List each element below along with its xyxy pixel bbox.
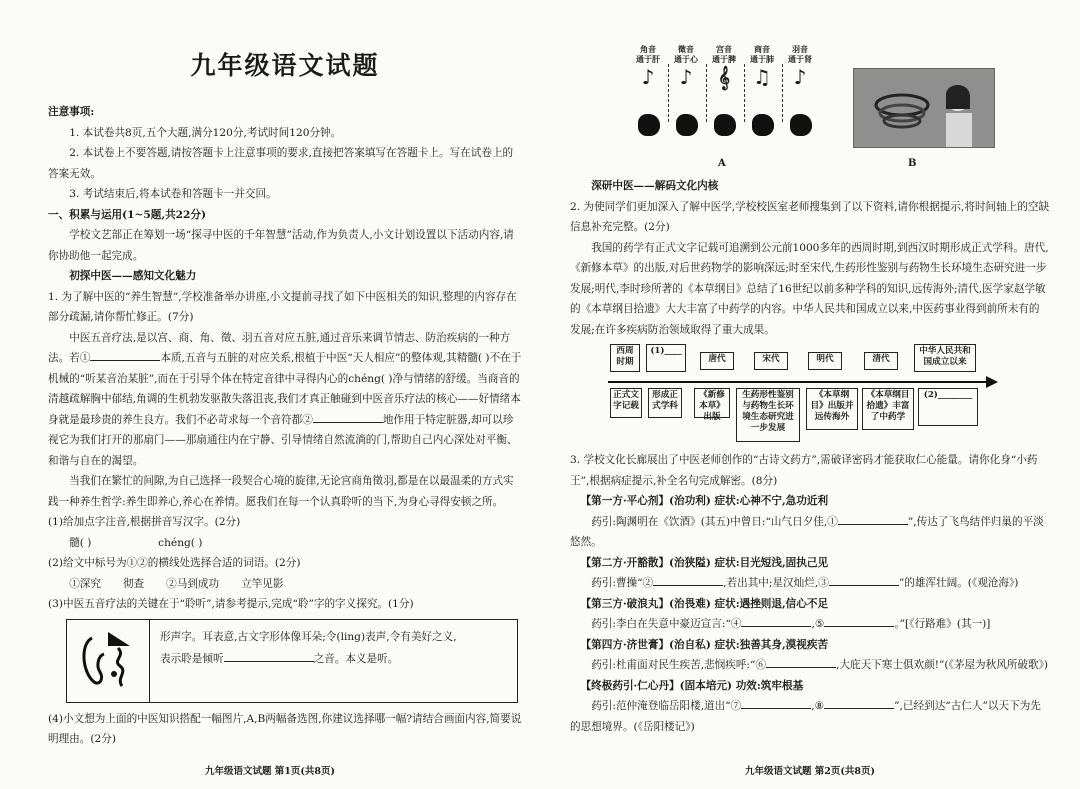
question-1-1: (1)给加点字注音,根据拼音写汉字。(2分) bbox=[48, 516, 241, 528]
prescription-5-heading: 【终极药引·仁心丹】(固本培元) 功效:筑牢根基 bbox=[580, 679, 804, 692]
blank-2 bbox=[313, 410, 383, 423]
figure-a-five-tones bbox=[630, 44, 820, 144]
timeline-top-4: 宋代 bbox=[754, 352, 788, 370]
pharmacy-history-paragraph: 我国的药学有正式文字记载可追溯到公元前1000多年的西周时期,到西汉时期形成正式学科。唐代,《新修本草》的出版,对后世药物学的影响深远;时至宋代,生药形性鉴别与药物生长环境生态研究进一步发展;明代,李时珍所著的《本草纲目》总结了16世纪以前多种学科的知识,远传海外;清代,医学家赵学敏的《本草纲目拾遗》大大丰富了中药学的内容。中华人民共和国成立以来,中医药事业得到前所未有的发展;在许多疾病防治领域取得了重大成果。 bbox=[570, 241, 1049, 336]
question-1: 1. 为了解中医的“养生智慧”,学校准备举办讲座,小文提前寻找了如下中医相关的知识,整理的内容存在部分疏漏,请你帮忙修正。(7分) bbox=[48, 290, 517, 323]
timeline-top-5: 明代 bbox=[808, 352, 842, 370]
right-footer: 九年级语文试题 第2页(共8页) bbox=[744, 766, 876, 777]
blank-rx-3 bbox=[829, 573, 899, 586]
kidney-icon bbox=[790, 114, 812, 136]
blank-rx-4 bbox=[741, 614, 811, 627]
prescription-3-text: 药引:李白在失意中豪迈宣言:“④ ,⑤ 。”[《行路难》(其一)] bbox=[570, 614, 1050, 635]
tone-column-yu: 羽音 通于肾 ♪ bbox=[782, 44, 818, 64]
tone-column-zhi: 徵音 通于心 ♪ bbox=[668, 44, 704, 64]
timeline-top-2: (1)____ bbox=[646, 344, 686, 372]
prescription-4-text: 药引:杜甫面对民生疾苦,悲悯疾呼:“⑥ ,大庇天下寒士俱欢颜!”(《茅屋为秋风所破歌》) bbox=[570, 655, 1050, 676]
figure-a-label: A bbox=[718, 158, 726, 169]
blank-rx-1 bbox=[838, 512, 908, 525]
passage-paragraph-2: 当我们在繁忙的间隙,为自己选择一段契合心境的旋律,无论宫商角徵羽,都是在以最温柔的方式实践一种养生哲学:养生即养心,养心在养情。愿我们在每一个认真聆听的当下,为身心寻得安顿之所。 bbox=[48, 475, 514, 508]
note-2: 2. 本试卷上不要答题,请按答题卡上注意事项的要求,直接把答案填写在答题卡上。写在试卷上的答案无效。 bbox=[48, 147, 514, 180]
prescription-1-text: 药引:陶渊明在《饮酒》(其五)中曾日:“山气日夕佳,① ”,传达了飞鸟结伴归巢的平淡悠然。 bbox=[570, 512, 1050, 553]
exam-title: 九年级语文试题 bbox=[190, 51, 380, 80]
box-line-1: 形声字。耳表意,古文字形体像耳朵;令(ling)表声,令有美好之义, bbox=[160, 630, 457, 643]
prescription-3-heading: 【第三方·破浪丸】(治畏难) 症状:遇挫则退,信心不足 bbox=[580, 597, 829, 610]
question-2: 2. 为使同学们更加深入了解中医学,学校校医室老师搜集到了以下资料,请你根据提示,将时间轴上的空缺信息补充完整。(2分) bbox=[570, 200, 1050, 233]
question-1-3: (3)中医五音疗法的关键在于“聆听”,请参考提示,完成“聆”字的字义探究。(1分) bbox=[48, 598, 414, 610]
pinyin-item-cheng: chéng( ) bbox=[158, 536, 203, 549]
notes-heading: 注意事项: bbox=[48, 106, 95, 118]
note-3: 3. 考试结束后,将本试卷和答题卡一并交回。 bbox=[69, 188, 277, 200]
spleen-icon bbox=[714, 114, 736, 136]
timeline-top-3: 唐代 bbox=[700, 352, 734, 370]
prescription-1-heading: 【第一方·平心剂】(治功利) 症状:心神不宁,急功近利 bbox=[580, 495, 829, 507]
blank-1 bbox=[90, 348, 160, 361]
prescription-2-text: 药引:曹操“② ,若出其中;星汉灿烂,③ ”的雄浑壮阔。(《观沧海》) bbox=[570, 573, 1050, 594]
blank-rx-6 bbox=[766, 655, 836, 668]
timeline-top-7: 中华人民共和国成立以来 bbox=[914, 344, 976, 372]
left-footer: 九年级语文试题 第1页(共8页) bbox=[204, 766, 336, 777]
timeline-bottom-4: 生药形性鉴别与药物生长环境生态研究进一步发展 bbox=[736, 388, 800, 442]
subsection-1-heading: 初探中医——感知文化魅力 bbox=[69, 270, 197, 282]
timeline-bottom-7: (2)________ bbox=[918, 388, 978, 426]
blank-rx-8 bbox=[824, 696, 894, 709]
ling-character-box bbox=[66, 619, 518, 703]
pinyin-item-sui: 髓( ) bbox=[69, 536, 92, 549]
lung-icon bbox=[752, 114, 774, 136]
section-1-heading: 一、积累与运用(1~5题,共22分) bbox=[48, 208, 207, 221]
prescription-4-heading: 【第四方·济世膏】(治自私) 症状:独善其身,漠视疾苦 bbox=[580, 638, 829, 651]
blank-rx-5 bbox=[824, 614, 894, 627]
timeline-bottom-5: 《本草纲目》出版并远传海外 bbox=[806, 388, 858, 430]
history-timeline bbox=[608, 344, 1008, 444]
box-line-2: 表示聆是倾听 之音。本义是听。 bbox=[160, 648, 507, 670]
figure-b-image bbox=[853, 68, 995, 148]
liver-icon bbox=[638, 114, 660, 136]
ancient-ling-glyph-icon bbox=[67, 620, 150, 702]
timeline-arrow-icon bbox=[986, 376, 998, 388]
option-2: 彻查 bbox=[122, 577, 145, 590]
pinyin-row bbox=[48, 533, 522, 554]
timeline-bottom-2: 形成正式学科 bbox=[648, 388, 682, 418]
question-1-2: (2)给文中标号为①②的横线处选择合适的词语。(2分) bbox=[48, 557, 301, 569]
subsection-2-heading: 深研中医——解码文化内核 bbox=[591, 180, 719, 192]
question-1-4: (4)小文想为上面的中医知识搭配一幅图片,A,B两幅备选图,你建议选择哪一幅?请结合画面内容,简要说明理由。(2分) bbox=[48, 712, 522, 745]
option-4: 立竿见影 bbox=[241, 577, 284, 590]
word-options bbox=[48, 574, 522, 595]
activity-intro: 学校文艺部正在筹划一场“探寻中医的千年智慧”活动,作为负责人,小文计划设置以下活动内容,请你协助他一起完成。 bbox=[48, 229, 514, 262]
timeline-bottom-3: 《新修本草》出版 bbox=[694, 388, 730, 418]
option-3: ②马到成功 bbox=[166, 577, 220, 590]
timeline-top-1: 西周时期 bbox=[610, 344, 640, 372]
blank-rx-2 bbox=[653, 573, 723, 586]
note-1: 1. 本试卷共8页,五个大题,满分120分,考试时间120分钟。 bbox=[69, 126, 342, 139]
prescription-2-heading: 【第二方·开豁散】(治狭隘) 症状:目光短浅,固执己见 bbox=[580, 556, 829, 569]
question-3: 3. 学校文化长廊展出了中医老师创作的“古诗文药方”,需破译密码才能获取仁心能量。请你化身“小药王”,根据病症提示,补全名句完成解密。(8分) bbox=[570, 454, 1038, 487]
tone-column-jiao: 角音 通于肝 ♪ bbox=[630, 44, 666, 64]
right-page bbox=[540, 0, 1080, 789]
timeline-bottom-1: 正式文字记载 bbox=[610, 388, 642, 418]
heart-icon bbox=[676, 114, 698, 136]
blank-rx-7 bbox=[741, 696, 811, 709]
timeline-top-6: 清代 bbox=[864, 352, 898, 370]
passage-paragraph-1: 中医五音疗法,是以宫、商、角、徵、羽五音对应五脏,通过音乐来调节情志、防治疾病的一种方法。若① 本质,五音与五脏的对应关系,根植于中医“天人相应”的整体观,其精髓( )不在于机械的“听某音治某脏”,而在于引导个体在特定音律中寻得内心的chéng( )净与情绪的舒缓。当商音的清越疏解胸中郁结,角调的生机勃发驱散失落沮丧,我们才真正触碰到中医音乐疗法的核心——好情绪本身就是最珍贵的养生良方。我们不必苛求每一个音符都② 地作用于特定脏器,却可以珍视它为我们打开的那扇门——那扇通往内在宁静、引导情绪自然流淌的门,帮助自己内心深处对平衡、和谐与自在的渴望。 bbox=[48, 331, 522, 467]
blank-ling bbox=[224, 649, 314, 662]
option-1: ①深究 bbox=[69, 577, 101, 590]
timeline-bottom-6: 《本草纲目拾遗》丰富了中药学 bbox=[862, 388, 914, 430]
tone-column-shang: 商音 通于肺 ♫ bbox=[744, 44, 780, 64]
tone-column-gong: 宫音 通于脾 𝄞 bbox=[706, 44, 742, 64]
figure-b-label: B bbox=[908, 158, 917, 169]
prescription-5-text: 药引:范仲淹登临岳阳楼,道出“⑦ ,⑧ ”,已经到达“古仁人”以天下为先的思想境界。(《岳阳楼记》) bbox=[570, 696, 1050, 737]
